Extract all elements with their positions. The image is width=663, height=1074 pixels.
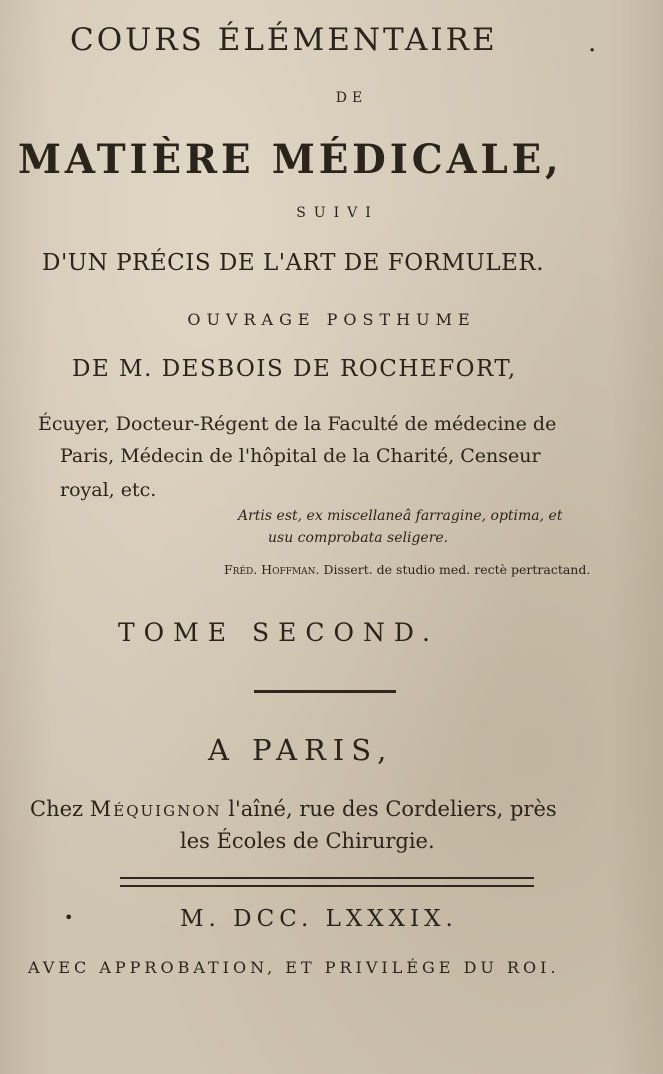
divider-rule-short: [254, 690, 396, 693]
title-line-precis: D'UN PRÉCIS DE L'ART DE FORMULER.: [42, 250, 545, 276]
imprint-privilege: AVEC APPROBATION, ET PRIVILÉGE DU ROI.: [28, 958, 560, 977]
title-line-suivi: SUIVI: [296, 205, 379, 221]
ink-speck: •: [64, 908, 74, 927]
title-line-ouvrage: OUVRAGE POSTHUME: [187, 310, 476, 329]
author-description-line-3: royal, etc.: [60, 479, 157, 501]
divider-rule-double-bottom: [120, 885, 534, 887]
imprint-date: M. DCC. LXXXIX.: [180, 906, 458, 932]
epigraph-line-1: Artis est, ex miscellaneâ farragine, optima, et: [238, 508, 563, 524]
title-line-de: DE: [335, 90, 368, 106]
title-line-matiere: MATIÈRE MÉDICALE,: [18, 136, 563, 183]
epigraph-line-2: usu comprobata seligere.: [268, 530, 449, 546]
imprint-publisher-prefix: Chez: [30, 797, 90, 821]
title-stray-dot: .: [588, 28, 597, 58]
title-line-cours: COURS ÉLÉMENTAIRE: [70, 22, 498, 58]
imprint-publisher-address: l'aîné, rue des Cordeliers, près: [221, 797, 557, 821]
epigraph-source-author: Fréd. Hoffman.: [224, 562, 320, 577]
epigraph-source-work: Dissert. de studio med. rectè pertractand.: [319, 562, 591, 577]
author-name: DE M. DESBOIS DE ROCHEFORT,: [72, 356, 517, 382]
divider-rule-double-top: [120, 877, 534, 879]
volume-label: TOME SECOND.: [118, 618, 439, 647]
imprint-place: A PARIS,: [208, 733, 394, 767]
author-description-line-1: Écuyer, Docteur-Régent de la Faculté de médecine de: [38, 413, 557, 435]
imprint-publisher-line-1: [30, 797, 557, 821]
author-description-line-2: Paris, Médecin de l'hôpital de la Charité, Censeur: [60, 445, 541, 467]
imprint-publisher-line-2: les Écoles de Chirurgie.: [180, 829, 435, 853]
imprint-publisher-name: Méquignon: [89, 797, 222, 821]
epigraph-source: [224, 562, 590, 577]
